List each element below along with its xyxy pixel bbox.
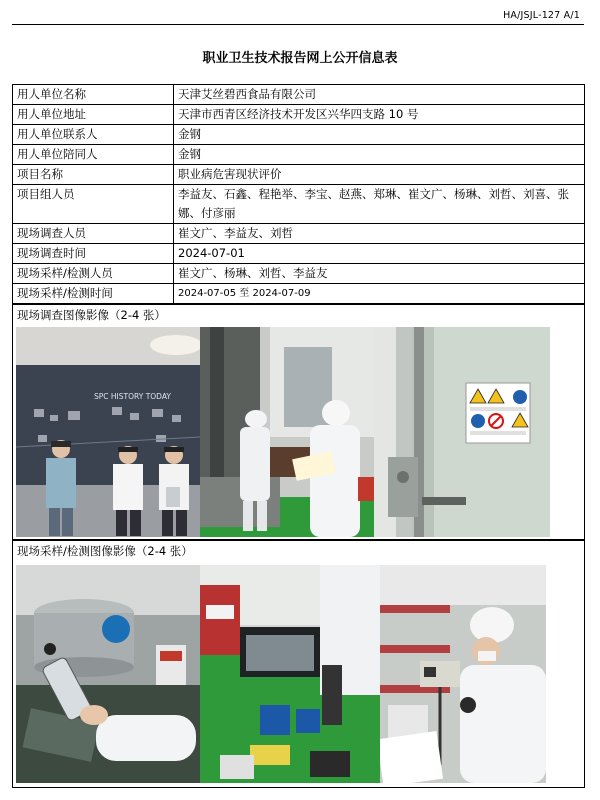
table-row	[13, 125, 585, 145]
row-label: 现场采样/检测时间	[13, 284, 174, 304]
row-label: 现场调查人员	[13, 224, 174, 244]
document-code: HA/JSJL-127 A/1	[503, 10, 580, 21]
wall-text: SPC HISTORY TODAY	[94, 392, 171, 401]
row-value: 金钢	[174, 125, 585, 145]
sampling-photo-sampler	[380, 565, 546, 783]
row-value: 天津市西青区经济技术开发区兴华四支路 10 号	[174, 105, 585, 125]
survey-photo-label: 现场调查图像影像（2-4 张）	[17, 308, 166, 322]
row-label: 用人单位名称	[13, 85, 174, 105]
survey-photo-group	[16, 327, 200, 537]
survey-photo-workshop	[200, 327, 374, 537]
table-row	[13, 284, 585, 304]
table-row	[13, 264, 585, 284]
row-value: 崔文广、杨琳、刘哲、李益友	[174, 264, 585, 284]
row-value: 2024-07-05 至 2024-07-09	[174, 284, 585, 304]
row-value: 天津艾丝碧西食品有限公司	[174, 85, 585, 105]
row-value: 崔文广、李益友、刘哲	[174, 224, 585, 244]
row-label: 项目组人员	[13, 185, 174, 224]
table-row	[13, 224, 585, 244]
row-value: 李益友、石鑫、程艳举、李宝、赵燕、郑琳、崔文广、杨琳、刘哲、刘喜、张娜、付彦丽	[174, 185, 585, 224]
document-title: 职业卫生技术报告网上公开信息表	[202, 51, 398, 66]
survey-photo-signs	[374, 327, 550, 537]
table-row	[13, 165, 585, 185]
table-row	[13, 105, 585, 125]
sampling-photo-section	[12, 540, 585, 788]
table-row	[13, 244, 585, 264]
row-label: 用人单位联系人	[13, 125, 174, 145]
row-label: 现场调查时间	[13, 244, 174, 264]
sampling-photo-equipment	[200, 565, 380, 783]
table-row	[13, 145, 585, 165]
survey-photo-section	[12, 304, 585, 540]
info-table	[12, 84, 585, 304]
row-label: 现场采样/检测人员	[13, 264, 174, 284]
sampling-photo-meter	[16, 565, 200, 783]
row-label: 用人单位陪同人	[13, 145, 174, 165]
row-value: 金钢	[174, 145, 585, 165]
row-value: 职业病危害现状评价	[174, 165, 585, 185]
sampling-photo-label: 现场采样/检测图像影像（2-4 张）	[17, 544, 193, 558]
survey-photo-row	[16, 327, 550, 537]
table-row	[13, 85, 585, 105]
row-value: 2024-07-01	[174, 244, 585, 264]
sampling-photo-row	[16, 565, 546, 783]
header-rule	[12, 24, 584, 25]
table-row	[13, 185, 585, 224]
row-label: 用人单位地址	[13, 105, 174, 125]
row-label: 项目名称	[13, 165, 174, 185]
